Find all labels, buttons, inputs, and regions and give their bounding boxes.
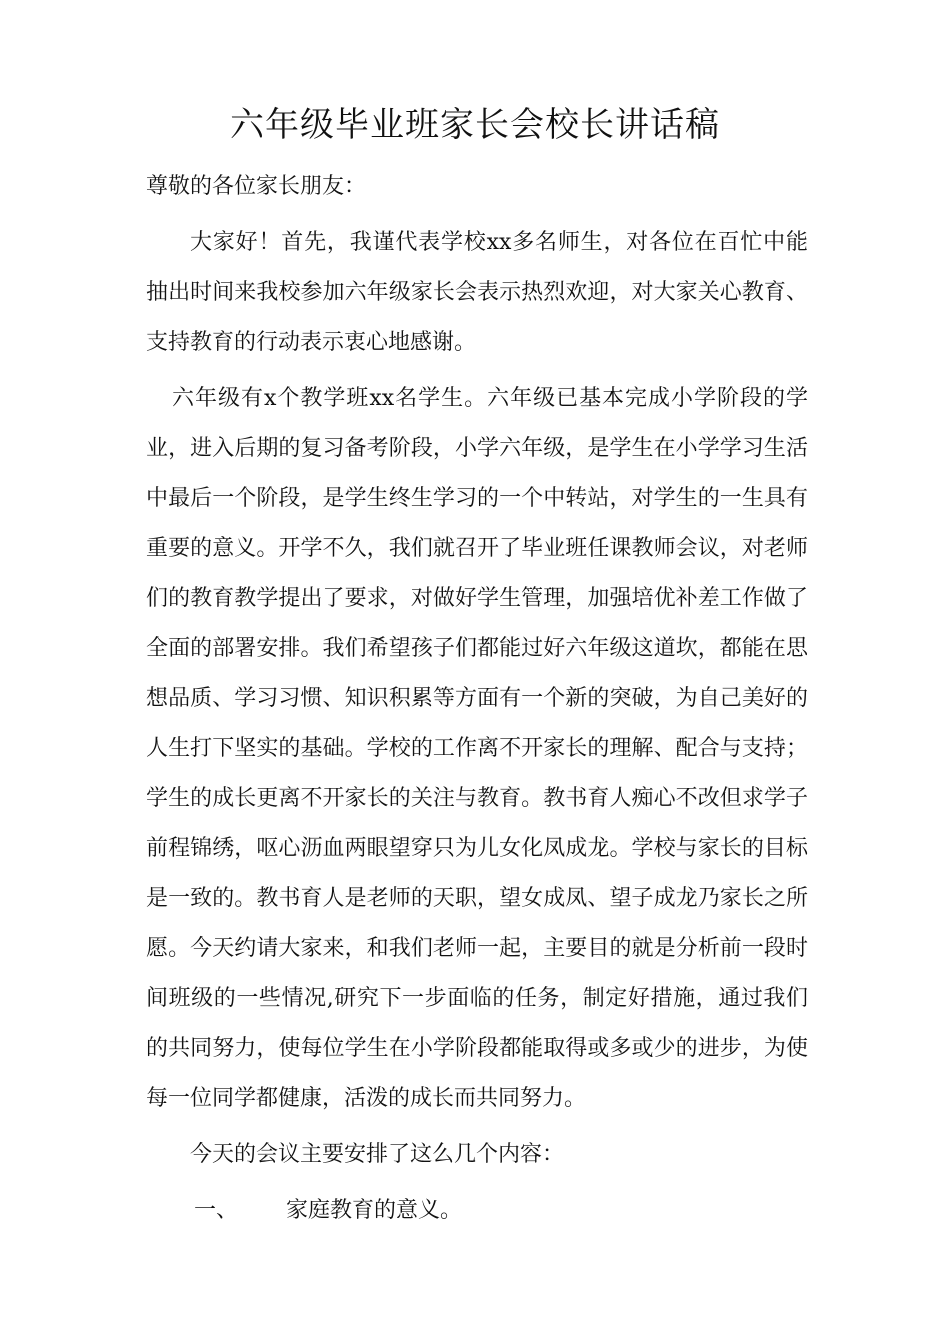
- paragraph-line: 前程锦绣，呕心沥血两眼望穿只为儿女化凤成龙。学校与家长的目标: [146, 836, 808, 861]
- paragraph-line: 学生的成长更离不开家长的关注与教育。教书育人痴心不改但求学子: [146, 786, 808, 811]
- list-item-number: 一、: [194, 1198, 239, 1223]
- paragraph-line: 人生打下坚实的基础。学校的工作离不开家长的理解、配合与支持；: [146, 736, 808, 761]
- paragraph-line: 中最后一个阶段，是学生终生学习的一个中转站，对学生的一生具有: [146, 486, 808, 511]
- paragraph-line: 大家好！首先，我谨代表学校xx多名师生，对各位在百忙中能: [190, 230, 808, 255]
- paragraph-greeting: [146, 218, 808, 368]
- paragraph-line: 支持教育的行动表示衷心地感谢。: [146, 330, 477, 355]
- paragraph-line: 的共同努力，使每位学生在小学阶段都能取得或多或少的进步，为使: [146, 1036, 808, 1061]
- paragraph-agenda-intro: 今天的会议主要安排了这么几个内容：: [190, 1142, 565, 1167]
- paragraph-main: [146, 374, 808, 1124]
- paragraph-line: 愿。今天约请大家来，和我们老师一起，主要目的就是分析前一段时: [146, 936, 808, 961]
- paragraph-line: 间班级的一些情况,研究下一步面临的任务，制定好措施，通过我们: [146, 986, 808, 1011]
- list-item: [146, 1186, 808, 1236]
- salutation: 尊敬的各位家长朋友：: [146, 174, 367, 199]
- paragraph-line: 每一位同学都健康，活泼的成长而共同努力。: [146, 1086, 587, 1111]
- paragraph-line: 想品质、学习习惯、知识积累等方面有一个新的突破，为自己美好的: [146, 686, 808, 711]
- paragraph-line: 全面的部署安排。我们希望孩子们都能过好六年级这道坎，都能在思: [146, 636, 808, 661]
- document-body: [146, 162, 808, 1236]
- list-item-text: 家庭教育的意义。: [286, 1198, 463, 1223]
- paragraph-line: 抽出时间来我校参加六年级家长会表示热烈欢迎，对大家关心教育、: [146, 280, 808, 305]
- document-title: 六年级毕业班家长会校长讲话稿: [230, 105, 720, 145]
- paragraph-line: 业，进入后期的复习备考阶段，小学六年级，是学生在小学学习生活: [146, 436, 808, 461]
- paragraph-line: 六年级有x个教学班xx名学生。六年级已基本完成小学阶段的学: [172, 386, 808, 411]
- paragraph-line: 是一致的。教书育人是老师的天职，望女成凤、望子成龙乃家长之所: [146, 886, 808, 911]
- paragraph-line: 们的教育教学提出了要求，对做好学生管理，加强培优补差工作做了: [146, 586, 808, 611]
- paragraph-line: 重要的意义。开学不久，我们就召开了毕业班任课教师会议，对老师: [146, 536, 808, 561]
